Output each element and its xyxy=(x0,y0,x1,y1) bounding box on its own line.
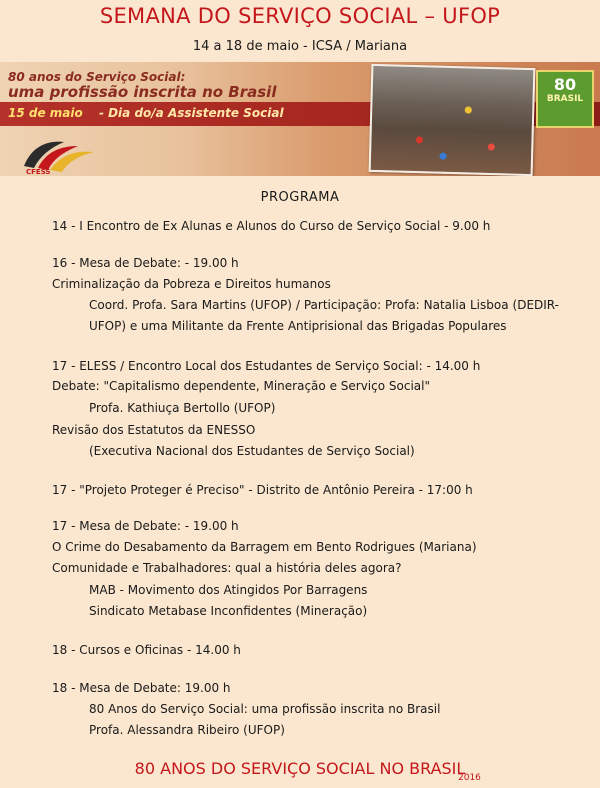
program-line: 17 - ELESS / Encontro Local dos Estudantes de Serviço Social: - 14.00 h xyxy=(52,359,481,373)
banner-small-text: 80 anos do Serviço Social: xyxy=(8,70,186,84)
protest-photo xyxy=(369,64,536,176)
program-line: Criminalização da Pobreza e Direitos humanos xyxy=(52,277,331,291)
program-line: 17 - Mesa de Debate: - 19.00 h xyxy=(52,519,239,533)
program-heading: PROGRAMA xyxy=(260,190,340,205)
anniversary-seal xyxy=(536,70,594,128)
banner-date-text: - Dia do/a Assistente Social xyxy=(98,106,284,120)
program-line: O Crime do Desabamento da Barragem em Bento Rodrigues (Mariana) xyxy=(52,540,477,554)
program-line: Profa. Kathiuça Bertollo (UFOP) xyxy=(89,401,276,415)
program-line: 80 Anos do Serviço Social: uma profissão inscrita no Brasil xyxy=(89,702,441,716)
program-line: 18 - Mesa de Debate: 19.00 h xyxy=(52,681,231,695)
program-line: Comunidade e Trabalhadores: qual a história deles agora? xyxy=(52,561,402,575)
program-line: 14 - I Encontro de Ex Alunas e Alunos do Curso de Serviço Social - 9.00 h xyxy=(52,219,491,233)
footer-year: 2016 xyxy=(458,773,481,783)
program-line: MAB - Movimento dos Atingidos Por Barragens xyxy=(89,583,368,597)
banner-date xyxy=(8,106,284,120)
program-line: 18 - Cursos e Oficinas - 14.00 h xyxy=(52,643,241,657)
cfess-logo-icon xyxy=(20,134,100,174)
program-line: 16 - Mesa de Debate: - 19.00 h xyxy=(52,256,239,270)
event-dates: 14 a 18 de maio - ICSA / Mariana xyxy=(192,39,408,54)
program-line: Sindicato Metabase Inconfidentes (Mineração) xyxy=(89,604,368,618)
program-line: Profa. Alessandra Ribeiro (UFOP) xyxy=(89,723,285,737)
program-line: Coord. Profa. Sara Martins (UFOP) / Participação: Profa: Natalia Lisboa (DEDIR-UFOP) e uma Militante da Frente Antiprisional das Brigadas Populares xyxy=(89,298,559,333)
seal-word: BRASIL xyxy=(546,94,584,104)
banner-big-text: uma profissão inscrita no Brasil xyxy=(8,83,277,101)
program-line: 17 - "Projeto Proteger é Preciso" - Distrito de Antônio Pereira - 17:00 h xyxy=(52,483,473,497)
cfess-logo-text: CFESS xyxy=(26,168,51,174)
seal-number: 80 xyxy=(553,75,577,94)
page-title: SEMANA DO SERVIÇO SOCIAL – UFOP xyxy=(99,4,501,28)
program-line: Debate: "Capitalismo dependente, Mineração e Serviço Social" xyxy=(52,379,430,393)
banner-date-day: 15 de maio xyxy=(8,106,83,120)
banner xyxy=(0,62,600,176)
footer-title: 80 ANOS DO SERVIÇO SOCIAL NO BRASIL xyxy=(134,759,466,778)
program-line: (Executiva Nacional dos Estudantes de Serviço Social) xyxy=(89,444,415,458)
program-line: Revisão dos Estatutos da ENESSO xyxy=(52,423,256,437)
